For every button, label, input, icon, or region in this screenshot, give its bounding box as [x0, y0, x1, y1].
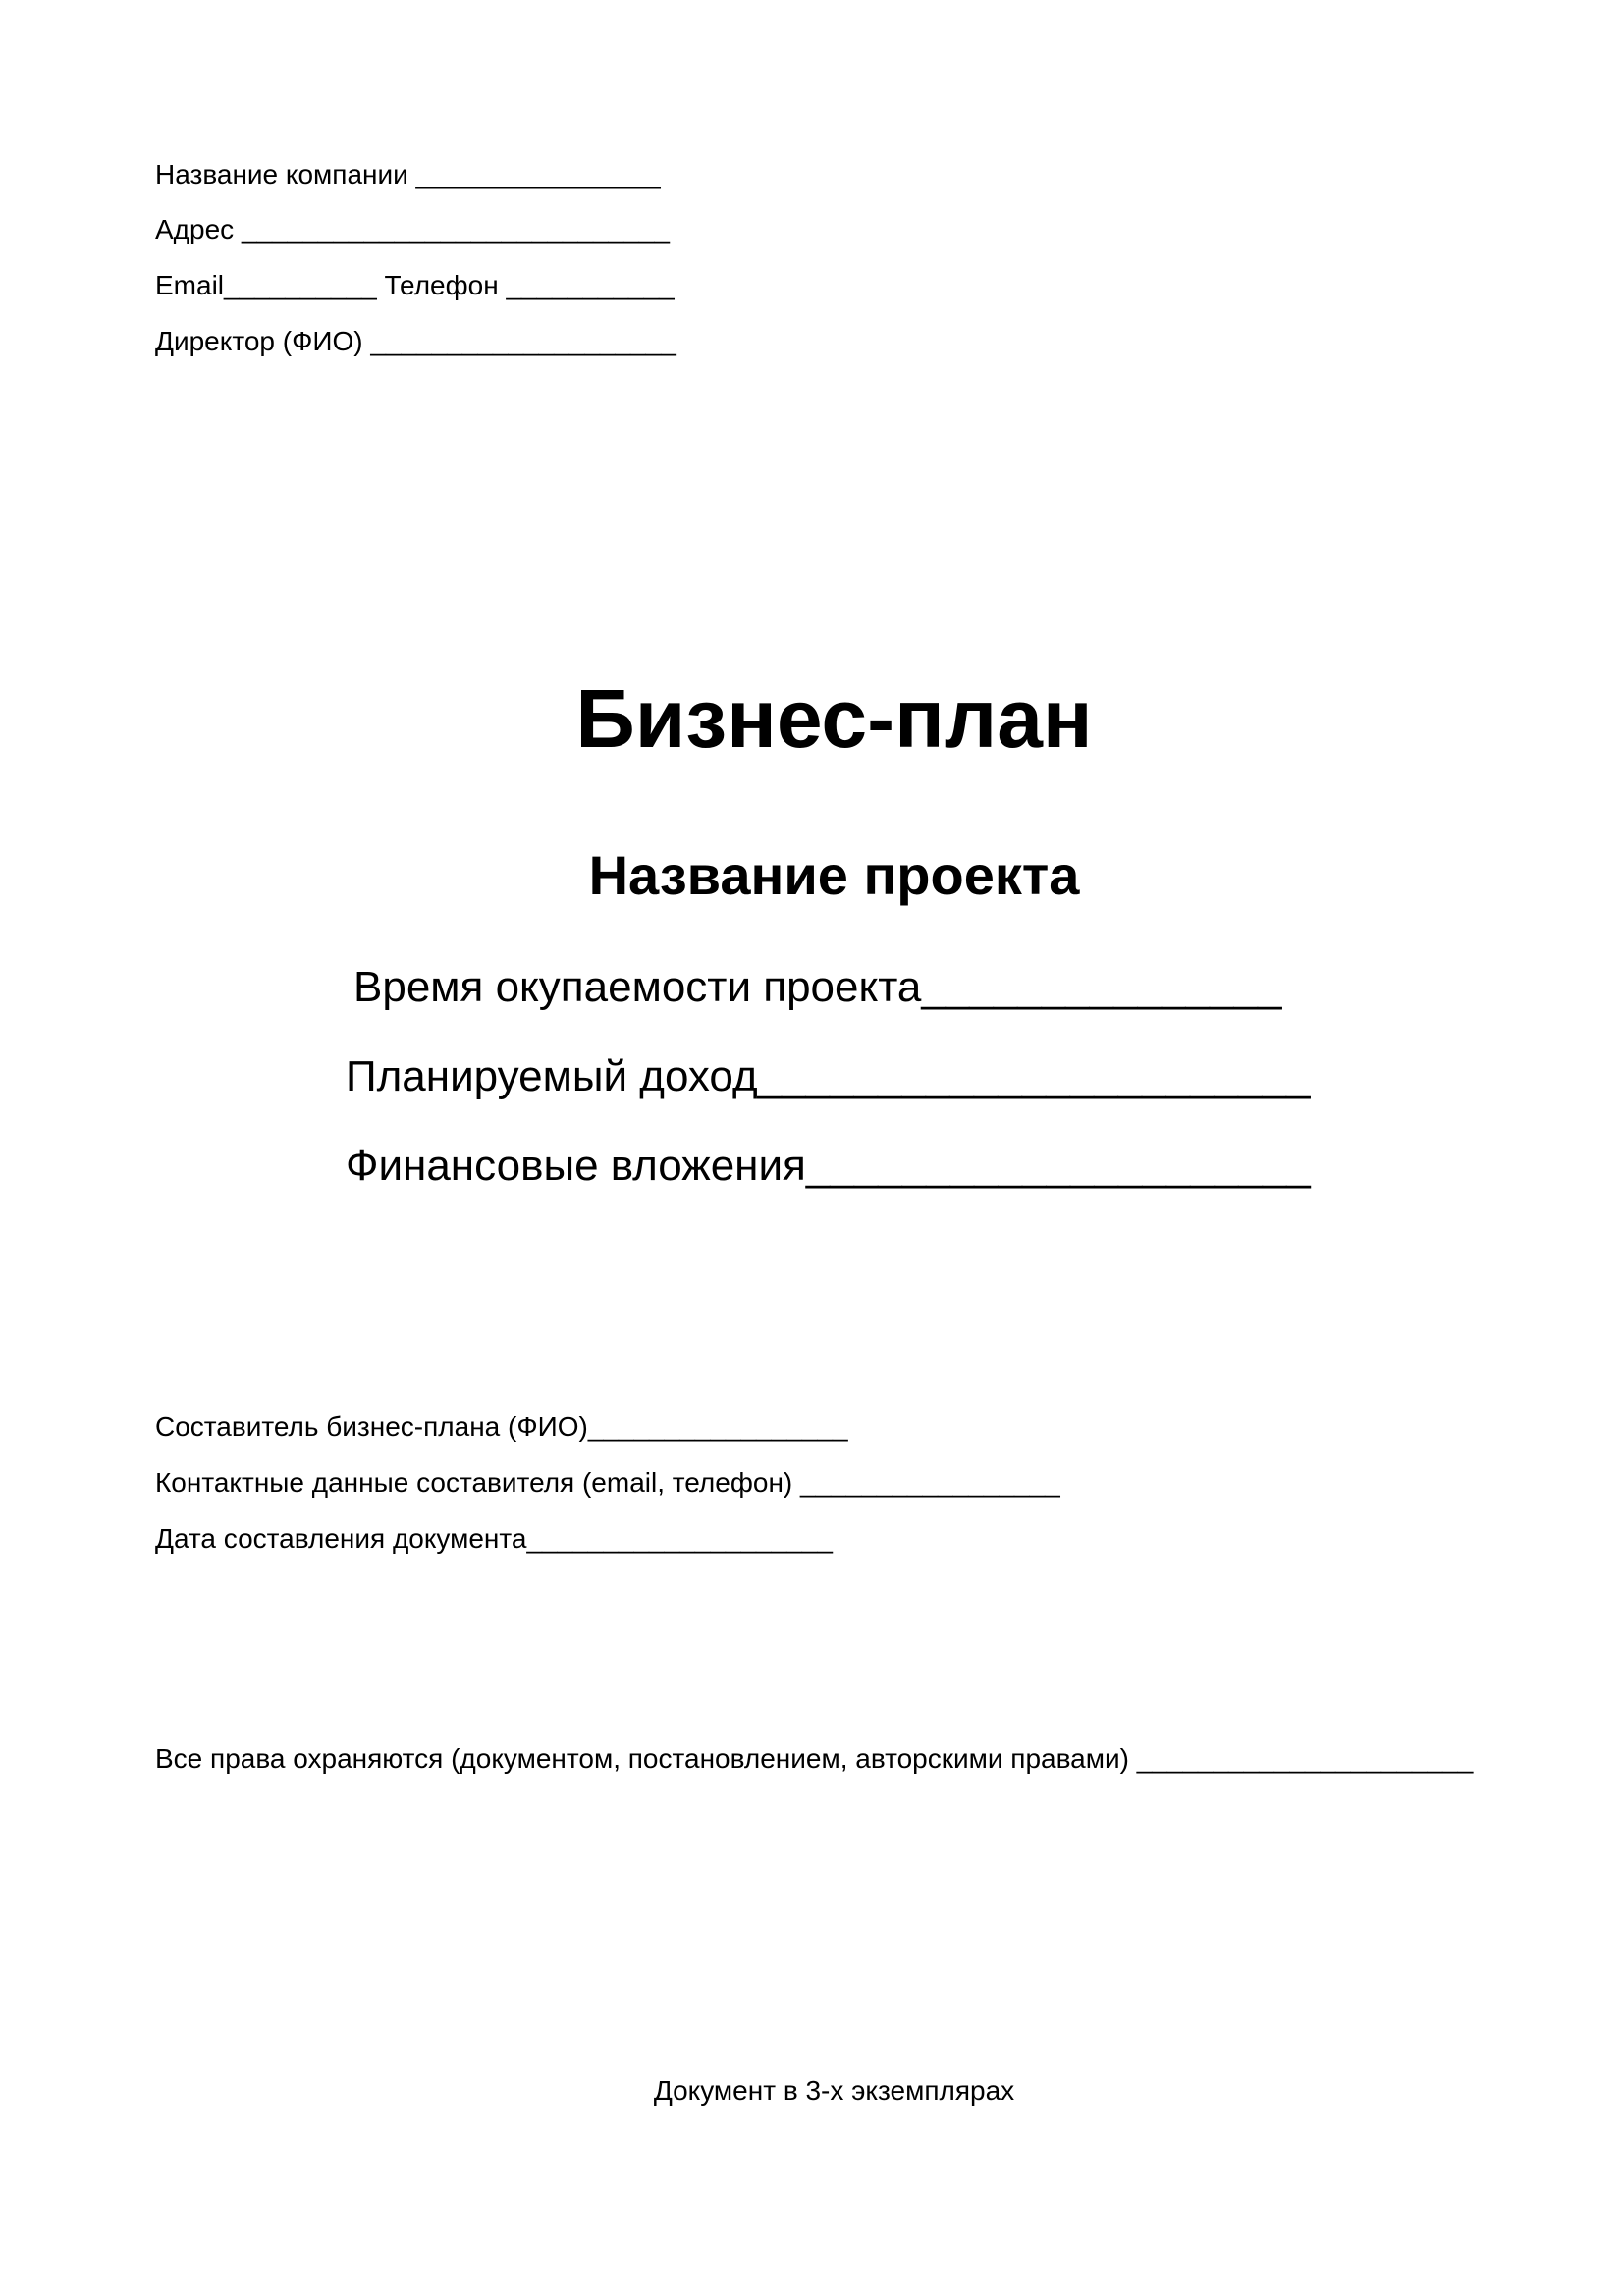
financial-investment-field: Финансовые вложения_____________________	[346, 1142, 1311, 1190]
address-field: Адрес ____________________________	[155, 214, 670, 244]
project-name: Название проекта	[588, 844, 1080, 906]
director-field: Директор (ФИО) ____________________	[155, 326, 676, 356]
document-title: Бизнес-план	[575, 672, 1093, 765]
copyright-notice: Все права охраняются (документом, постановлением, авторскими правами) ______________________	[155, 1743, 1474, 1774]
author-name-field: Составитель бизнес-плана (ФИО)_________________	[155, 1412, 848, 1442]
payback-period-field: Время окупаемости проекта_______________	[353, 963, 1282, 1011]
email-phone-field: Email__________ Телефон ___________	[155, 270, 675, 300]
planned-income-field: Планируемый доход_______________________	[346, 1052, 1311, 1100]
company-name-field: Название компании ________________	[155, 159, 661, 189]
copies-note: Документ в 3-х экземплярах	[653, 2075, 1015, 2106]
document-date-field: Дата составления документа____________________	[155, 1523, 833, 1554]
author-contacts-field: Контактные данные составителя (email, телефон) _________________	[155, 1468, 1060, 1498]
